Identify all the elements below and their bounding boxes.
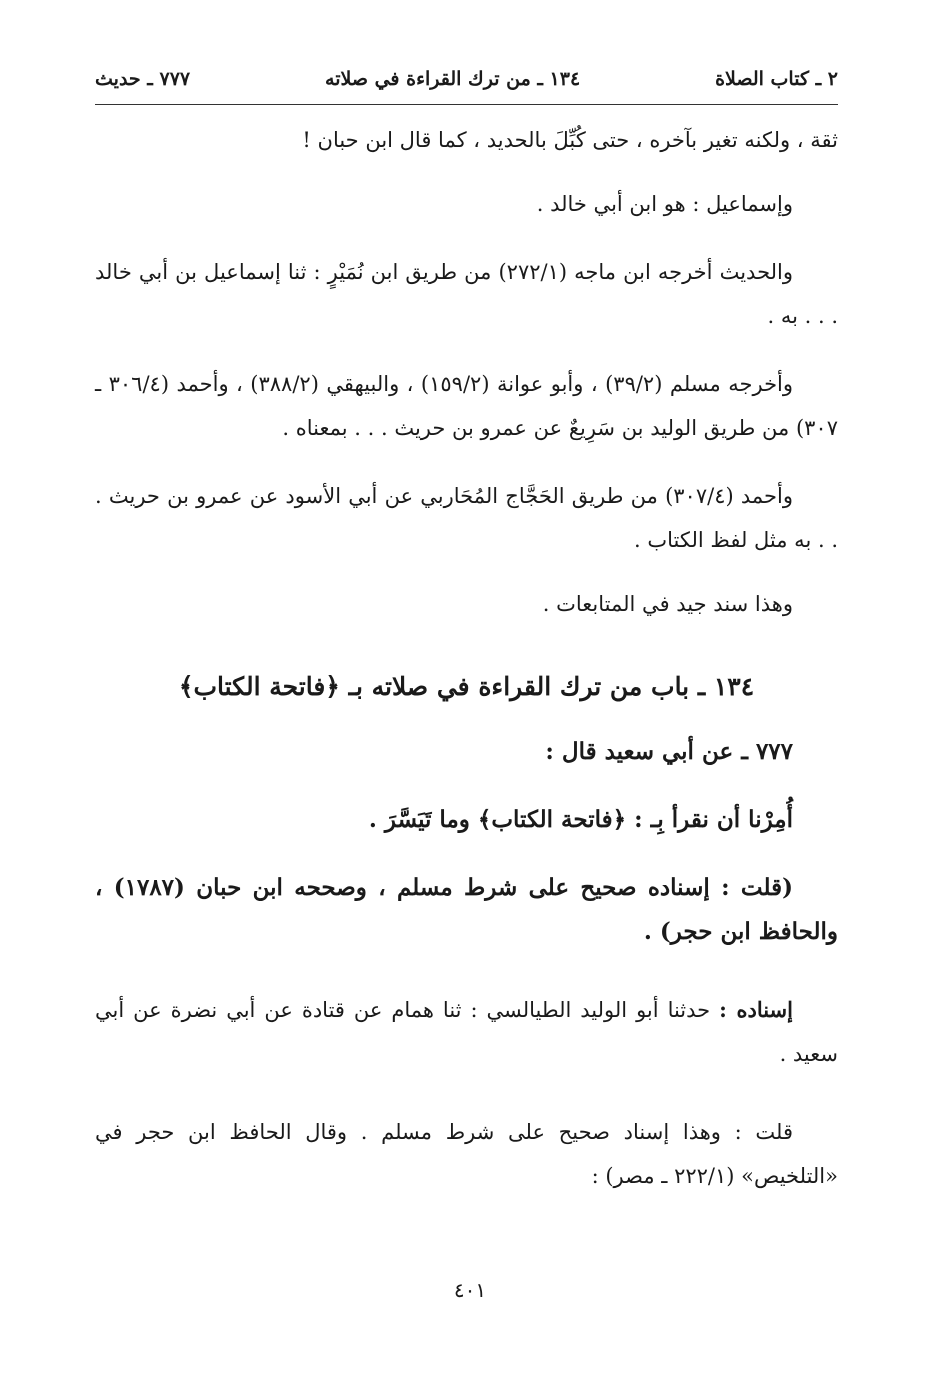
header-hadith-number: ٧٧٧ ـ حديث [95, 68, 191, 90]
paragraph-6: وهذا سند جيد في المتابعات . [542, 592, 793, 616]
header-book-title: ٢ ـ كتاب الصلاة [715, 68, 838, 90]
hadith-ruling: (قلت : إسناده صحيح على شرط مسلم ، وصححه ابن حبان (١٧٨٧) ، والحافظ ابن حجر) . [95, 874, 838, 945]
comment-paragraph: قلت : وهذا إسناد صحيح على شرط مسلم . وقال الحافظ ابن حجر في «التلخيص» (٢٢٢/١ ـ مصر) : [95, 1120, 838, 1188]
paragraph-1: ثقة ، ولكنه تغير بآخره ، حتى كُبِّلَ بالحديد ، كما قال ابن حبان ! [302, 128, 838, 152]
running-header [95, 66, 838, 105]
paragraph-2: وإسماعيل : هو ابن أبي خالد . [536, 192, 793, 216]
header-chapter-title: ١٣٤ ـ من ترك القراءة في صلاته [325, 68, 581, 90]
hadith-text: أُمِرْنا أن نقرأ بِـ : ﴿فاتحة الكتاب﴾ وما تَيَسَّرَ . [368, 806, 793, 833]
paragraph-4: وأخرجه مسلم (٣٩/٢) ، وأبو عوانة (١٥٩/٢) ، والبيهقي (٣٨٨/٢) ، وأحمد (٣٠٦/٤ ـ ٣٠٧) من طريق الوليد بن سَرِيعٌ عن عمرو بن حريث . . . بمعناه . [95, 372, 838, 440]
isnad-label: إسناده : [719, 997, 793, 1022]
isnad-text: حدثنا أبو الوليد الطيالسي : ثنا همام عن قتادة عن أبي نضرة عن أبي سعيد . [95, 998, 838, 1066]
isnad-paragraph [95, 988, 838, 1076]
paragraph-3: والحديث أخرجه ابن ماجه (٢٧٢/١) من طريق ابن نُمَيْرٍ : ثنا إسماعيل بن أبي خالد . . . به . [95, 260, 838, 328]
hadith-intro: ٧٧٧ ـ عن أبي سعيد قال : [545, 738, 793, 765]
page-number: ٤٠١ [453, 1278, 487, 1302]
paragraph-5: وأحمد (٣٠٧/٤) من طريق الحَجَّاج المُحَاربي عن أبي الأسود عن عمرو بن حريث . . . به مثل لفظ الكتاب . [95, 484, 838, 552]
section-heading: ١٣٤ ـ باب من ترك القراءة في صلاته بـ ﴿فاتحة الكتاب﴾ [178, 672, 755, 701]
main-text [95, 118, 838, 1198]
